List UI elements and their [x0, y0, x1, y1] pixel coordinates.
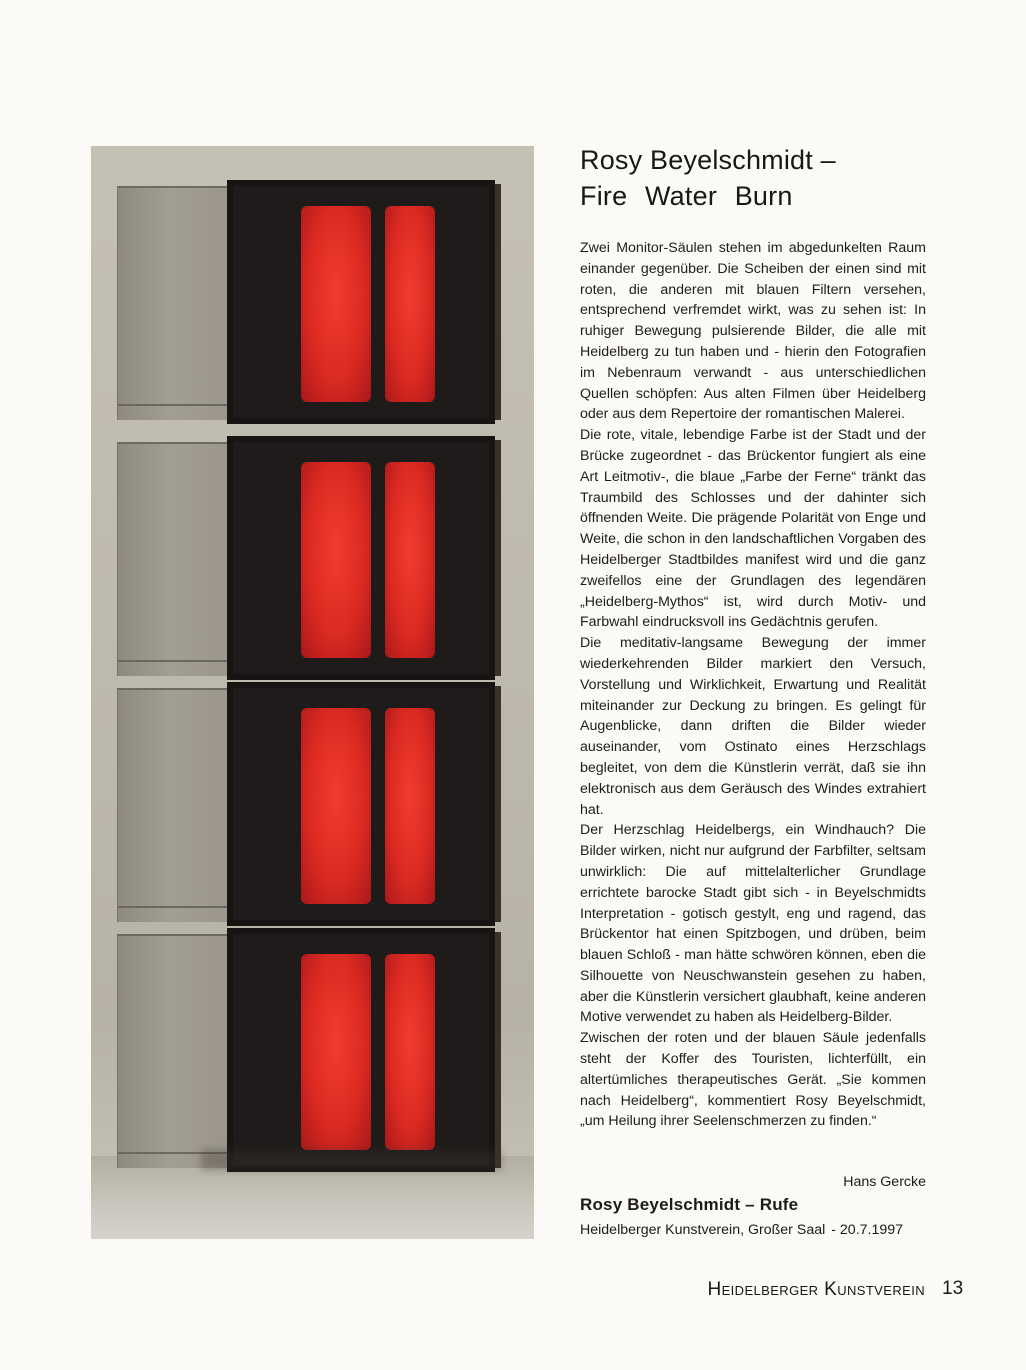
- red-screen: [385, 206, 435, 402]
- monitor-cube-4: [117, 924, 502, 1168]
- red-screen: [385, 462, 435, 658]
- paragraph: Die meditativ-langsame Bewegung der immer wiederkehrenden Bilder markiert den Versuch, Vorstellung und Wirklichkeit, Erwartung und Realität miteinander zur Deckung zu bringen. Es gelingt für Augenblicke, dann driften die Bilder wieder auseinander, vom Ostinato eines Herzschlags begleitet, von dem die Künstlerin verrät, daß sie ihn elektronisch aus dem Geräusch des Windes extrahiert hat.: [580, 635, 926, 818]
- red-screen: [301, 206, 371, 402]
- red-screen: [385, 708, 435, 904]
- red-screen: [301, 954, 371, 1150]
- article-body: [580, 238, 926, 1132]
- article-title-line-1: Rosy Beyelschmidt –: [580, 145, 836, 175]
- red-screen: [301, 708, 371, 904]
- paragraph: Zwischen der roten und der blauen Säule jedenfalls steht der Koffer des Touristen, lichterfüllt, ein altertümliches therapeutisches Gerät. „Sie kommen nach Heidelberg“, kommentiert Rosy Beyelschmidt, „um Heilung ihrer Seelenschmerzen zu finden.“: [580, 1030, 926, 1130]
- monitor-column-photo: [91, 146, 534, 1239]
- article-author: Hans Gercke: [843, 1174, 926, 1190]
- event-details: [580, 1219, 926, 1241]
- paragraph: Zwei Monitor-Säulen stehen im abgedunkelten Raum einander gegenüber. Die Scheiben der einen sind mit roten, die anderen mit blauen Filtern versehen, entsprechend verfremdet wirkt, was zu sehen ist: In ruhiger Bewegung pulsierende Bilder, die alle mit Heidelberg zu tun haben und - hierin den Fotografien im Nebenraum verwandt - aus unterschiedlichen Quellen schöpfen: Aus alten Filmen über Heidelberg oder aus dem Repertoire der romantischen Malerei.: [580, 240, 926, 423]
- page-number: 13: [942, 1278, 964, 1299]
- paragraph: Der Herzschlag Heidelbergs, ein Windhauch? Die Bilder wirken, nicht nur aufgrund der Farbfilter, seltsam unwirklich: Die auf mittelalterlicher Grundlage errichtete barocke Stadt gibt sich - in Beyelschmidts Interpretation - gotisch gestylt, eng und ragend, das Brückentor hat einen Spitzbogen, und drüben, beim blauen Schloß - man hätte schwören können, eben die Silhouette von Neuschwanstein gesehen zu haben, aber die Künstlerin versichert glaubhaft, keine anderen Motive verwendet zu haben als Heidelberg-Bilder.: [580, 822, 926, 1026]
- red-screen: [301, 462, 371, 658]
- event-title: Rosy Beyelschmidt – Rufe: [580, 1195, 799, 1214]
- footer-publication-name: Heidelberger Kunstverein: [707, 1279, 925, 1300]
- monitor-cube-1: [117, 176, 502, 420]
- red-screen: [385, 954, 435, 1150]
- monitor-cube-2: [117, 432, 502, 676]
- paragraph: Die rote, vitale, lebendige Farbe ist der Stadt und der Brücke zugeordnet - das Brückentor fungiert als eine Art Leitmotiv-, die blaue „Farbe der Ferne“ tränkt das Traumbild des Schlosses und der dahinter sich öffnenden Weite. Die prägende Polarität von Enge und Weite, die schon in den landschaftlichen Vorgaben des Heidelberger Stadtbildes manifest wird und die ganz zweifellos eine der Grundlagen des legendären „Heidelberg-Mythos“ ist, wird durch Motiv- und Farbwahl eindrucksvoll ins Gedächtnis gerufen.: [580, 427, 926, 631]
- article-title-line-2: Fire Water Burn: [580, 181, 793, 211]
- event-date: - 20.7.1997: [831, 1222, 904, 1238]
- monitor-cube-3: [117, 678, 502, 922]
- article-title: [580, 142, 940, 214]
- event-venue: Heidelberger Kunstverein, Großer Saal: [580, 1222, 826, 1238]
